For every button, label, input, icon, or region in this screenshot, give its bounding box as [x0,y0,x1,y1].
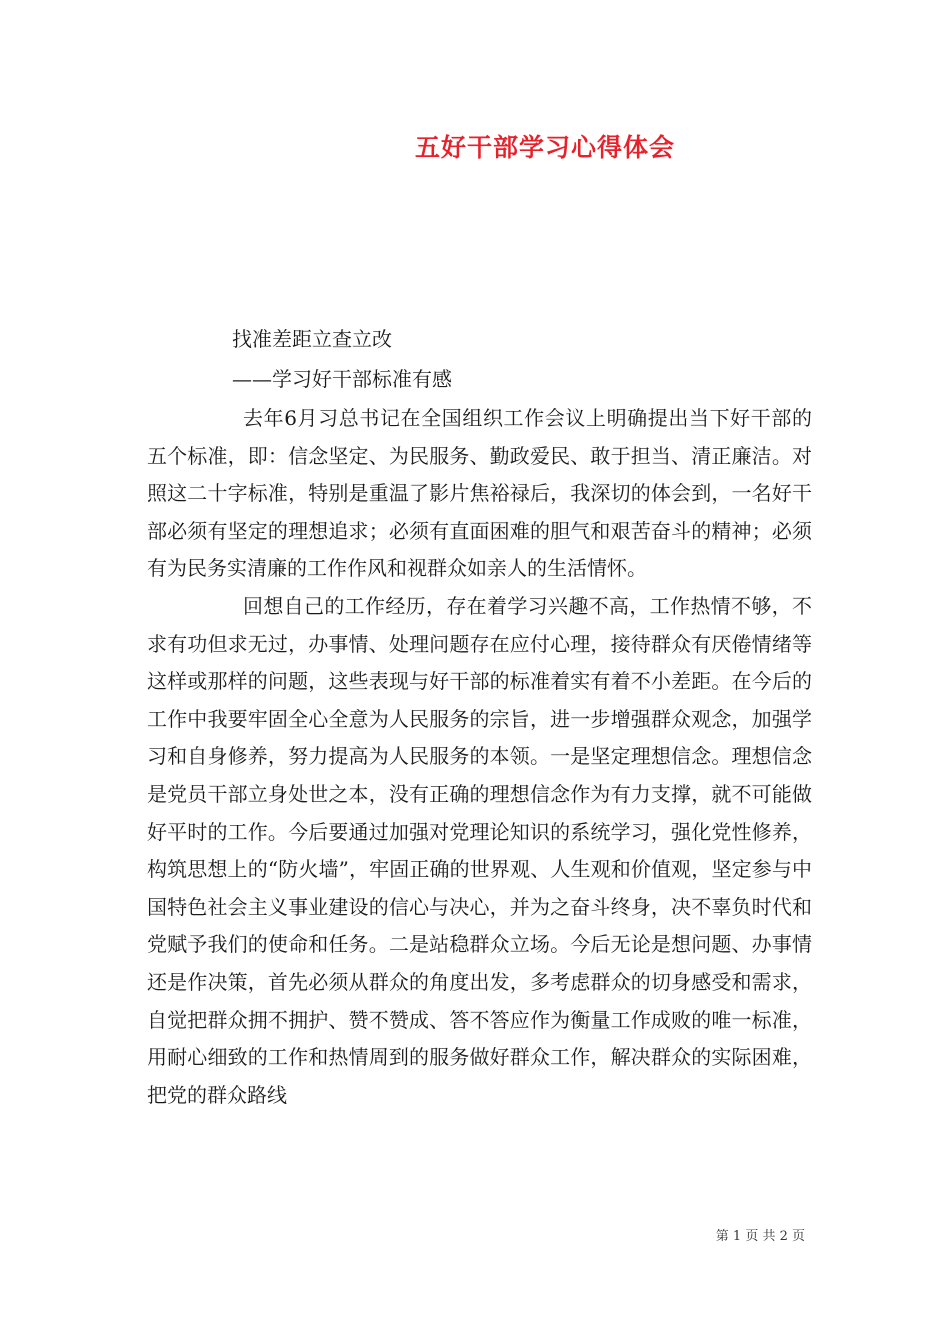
document-title: 五好干部学习心得体会 [414,133,675,162]
document-body [147,400,812,1114]
document-subheading: ——学习好干部标准有感 [232,367,452,391]
page-number: 第 1 页 共 2 页 [715,1229,805,1244]
paragraph: 去年6月习总书记在全国组织工作会议上明确提出当下好干部的五个标准，即：信念坚定、为民服务、勤政爱民、敢于担当、清正廉洁。对照这二十字标准，特别是重温了影片焦裕禄后，我深切的体会到，一名好干部必须有坚定的理想追求；必须有直面困难的胆气和艰苦奋斗的精神；必须有为民务实清廉的工作作风和视群众如亲人的生活情怀。 [147,406,812,581]
document-subtitle: 找准差距立查立改 [232,327,392,351]
paragraph: 回想自己的工作经历，存在着学习兴趣不高，工作热情不够，不求有功但求无过，办事情、处理问题存在应付心理，接待群众有厌倦情绪等这样或那样的问题，这些表现与好干部的标准着实有着不小差距。在今后的工作中我要牢固全心全意为人民服务的宗旨，进一步增强群众观念，加强学习和自身修养，努力提高为人民服务的本领。一是坚定理想信念。理想信念是党员干部立身处世之本，没有正确的理想信念作为有力支撑，就不可能做好平时的工作。今后要通过加强对党理论知识的系统学习，强化党性修养，构筑思想上的“防火墙”，牢固正确的世界观、人生观和价值观，坚定参与中国特色社会主义事业建设的信心与决心，并为之奋斗终身，决不辜负时代和党赋予我们的使命和任务。二是站稳群众立场。今后无论是想问题、办事情还是作决策，首先必须从群众的角度出发，多考虑群众的切身感受和需求，自觉把群众拥不拥护、赞不赞成、答不答应作为衡量工作成败的唯一标准，用耐心细致的工作和热情周到的服务做好群众工作，解决群众的实际困难，把党的群众路线 [147,593,812,1107]
